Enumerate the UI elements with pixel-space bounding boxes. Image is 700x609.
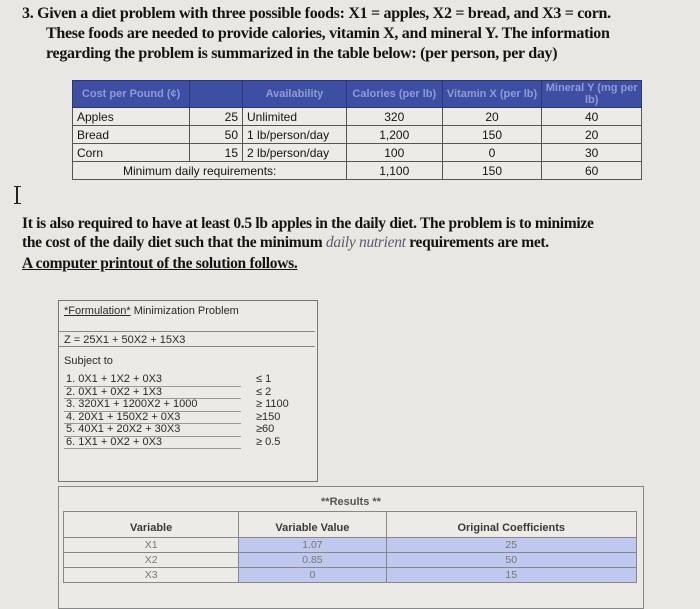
constraint-expr: 5. 40X1 + 20X2 + 30X3 — [64, 423, 241, 437]
header-original-coefficients: Original Coefficients — [386, 512, 636, 538]
constraint-expr: 3. 320X1 + 1200X2 + 1000 — [64, 398, 241, 412]
handwritten-text: daily nutrient — [325, 234, 406, 251]
constraint-rhs: ≤ 1 — [256, 373, 272, 385]
food-availability: Unlimited — [243, 108, 347, 126]
result-coefficient: 50 — [386, 553, 636, 568]
constraint-rhs: ≤ 2 — [256, 385, 272, 398]
food-calories: 320 — [346, 108, 442, 126]
constraint-expr: 4. 20X1 + 150X2 + 0X3 — [64, 411, 241, 425]
result-variable: X3 — [64, 568, 239, 583]
constraint-expr: 1. 0X1 + 1X2 + 0X3 — [64, 373, 241, 387]
min-mineral: 60 — [542, 162, 642, 180]
constraint-row — [64, 398, 304, 411]
minimum-requirements-row — [73, 162, 642, 180]
constraint-rhs: ≥150 — [256, 410, 281, 423]
header-calories: Calories (per lb) — [346, 81, 442, 108]
food-availability: 2 lb/person/day — [243, 144, 347, 162]
constraint-row — [64, 436, 304, 449]
header-vitamin: Vitamin X (per lb) — [442, 81, 542, 108]
printout-intro: A computer printout of the solution follows. — [22, 255, 298, 272]
result-value: 0.85 — [239, 553, 386, 568]
table-row — [64, 553, 637, 568]
constraint-expr: 2. 0X1 + 0X2 + 1X3 — [64, 386, 241, 400]
constraint-rhs: ≥60 — [256, 423, 275, 435]
paragraph-line — [22, 233, 682, 252]
problem-line: regarding the problem is summarized in the table below: (per person, per day) — [46, 45, 558, 62]
header-variable: Variable — [64, 512, 239, 538]
paragraph-text: requirements are met. — [409, 234, 549, 251]
problem-statement — [22, 4, 682, 64]
constraint-row — [64, 423, 304, 436]
food-availability: 1 lb/person/day — [243, 126, 347, 144]
result-value: 1.07 — [239, 538, 386, 553]
header-mineral: Mineral Y (mg per lb) — [542, 81, 642, 108]
text-cursor-icon — [16, 186, 19, 204]
formulation-box — [58, 300, 318, 482]
paragraph-line: It is also required to have at least 0.5 lb apples in the daily diet. The problem is to minimize — [22, 215, 594, 232]
food-vitamin: 0 — [442, 144, 542, 162]
food-name: Apples — [73, 108, 190, 126]
table-row — [73, 108, 642, 126]
header-variable-value: Variable Value — [239, 512, 386, 538]
food-name: Bread — [73, 126, 190, 144]
table-row — [73, 126, 642, 144]
food-cost: 15 — [190, 144, 243, 162]
food-calories: 100 — [346, 144, 442, 162]
results-table — [63, 511, 637, 583]
food-mineral: 20 — [542, 126, 642, 144]
objective-function: Z = 25X1 + 50X2 + 15X3 — [59, 331, 315, 347]
min-vitamin: 150 — [442, 162, 542, 180]
subject-to-label: Subject to — [64, 355, 113, 367]
food-mineral: 30 — [542, 144, 642, 162]
food-cost: 50 — [190, 126, 243, 144]
results-title: **Results ** — [321, 496, 381, 508]
constraint-expr: 6. 1X1 + 0X2 + 0X3 — [64, 436, 241, 450]
requirement-paragraph — [22, 214, 682, 273]
diet-data-table — [72, 80, 642, 180]
food-calories: 1,200 — [346, 126, 442, 144]
problem-type: Minimization Problem — [133, 305, 239, 317]
results-header-row — [64, 512, 637, 538]
result-coefficient: 25 — [386, 538, 636, 553]
minimum-label: Minimum daily requirements: — [73, 162, 347, 180]
result-variable: X2 — [64, 553, 239, 568]
paragraph-text: the cost of the daily diet such that the minimum — [22, 234, 323, 251]
constraint-row — [64, 386, 304, 399]
table-row — [73, 144, 642, 162]
formulation-header — [64, 305, 239, 317]
header-cost-value — [190, 81, 243, 108]
formulation-label: *Formulation* — [64, 305, 131, 317]
table-row — [64, 538, 637, 553]
header-availability: Availability — [243, 81, 347, 108]
result-variable: X1 — [64, 538, 239, 553]
food-cost: 25 — [190, 108, 243, 126]
constraints-list — [64, 373, 304, 448]
paragraph-line — [22, 254, 682, 273]
min-calories: 1,100 — [346, 162, 442, 180]
table-row — [64, 568, 637, 583]
food-name: Corn — [73, 144, 190, 162]
food-mineral: 40 — [542, 108, 642, 126]
constraint-row — [64, 373, 304, 386]
constraint-rhs: ≥ 0.5 — [256, 435, 281, 448]
constraint-rhs: ≥ 1100 — [256, 398, 289, 410]
results-box — [58, 486, 644, 609]
result-coefficient: 15 — [386, 568, 636, 583]
problem-line: These foods are needed to provide calories, vitamin X, and mineral Y. The information — [46, 25, 610, 42]
constraint-row — [64, 411, 304, 424]
food-vitamin: 20 — [442, 108, 542, 126]
table-header-row — [73, 81, 642, 108]
problem-line: 3. Given a diet problem with three possible foods: X1 = apples, X2 = bread, and X3 = corn. — [22, 5, 611, 22]
header-cost: Cost per Pound (¢) — [73, 81, 190, 108]
food-vitamin: 150 — [442, 126, 542, 144]
result-value: 0 — [239, 568, 386, 583]
